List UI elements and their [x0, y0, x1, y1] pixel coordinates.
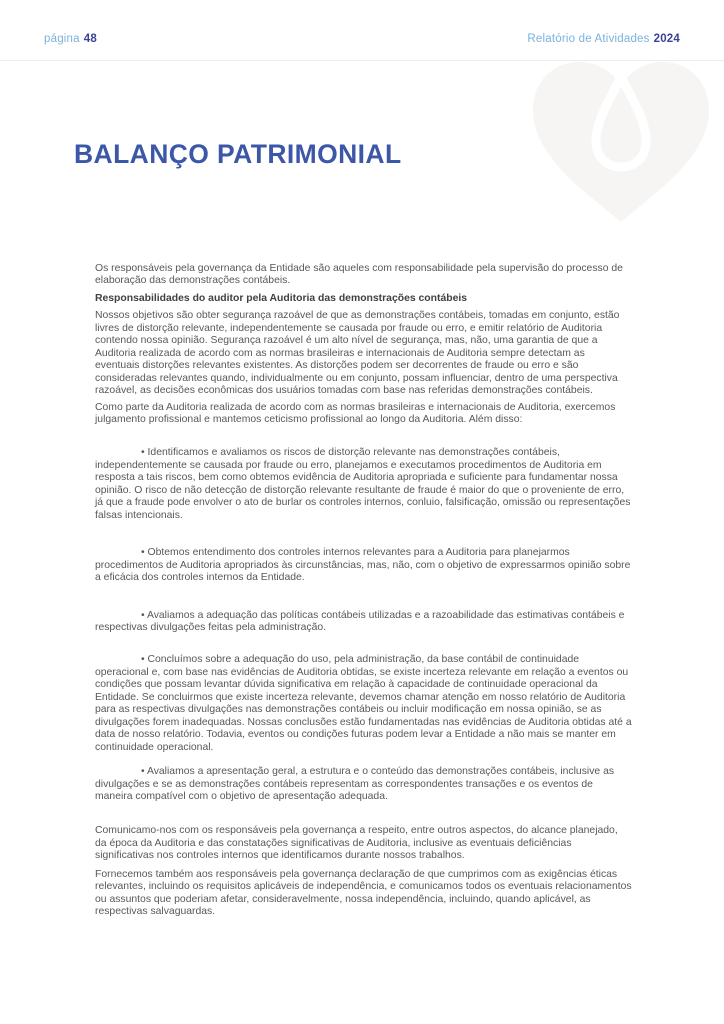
report-label-text: Relatório de Atividades [527, 33, 650, 45]
document-body [95, 263, 632, 919]
bullet-item: • Identificamos e avaliamos os riscos de distorção relevante nas demonstrações contábeis, independentemente se causada por fraude ou erro, planejamos e executamos procedimentos de Auditoria em resposta a tais riscos, bem como obtemos evidência de Auditoria apropriada e suficiente para fundamentar nossa opinião. O risco de não detecção de distorção relevante resultante de fraude é maior do que o proveniente de erro, já que a fraude pode envolver o ato de burlar os controles internos, conluio, falsificação, omissão ou representações falsas intencionais. [95, 447, 631, 521]
bullet-item: • Avaliamos a apresentação geral, a estrutura e o conteúdo das demonstrações contábeis, inclusive as divulgações e se as demonstrações contábeis representam as correspondentes transações e os eventos de maneira compatível com o objetivo de apresentação adequada. [95, 766, 615, 802]
page-number: 48 [83, 33, 97, 45]
page-header [44, 33, 680, 45]
bullet-item: • Avaliamos a adequação das políticas contábeis utilizadas e a razoabilidade das estimativas contábeis e respectivas divulgações feitas pela administração. [95, 609, 625, 633]
paragraph-intro: Os responsáveis pela governança da Entidade são aqueles com responsabilidade pela supervisão do processo de elaboração das demonstrações contábeis. [95, 263, 623, 287]
paragraph-judgment: Como parte da Auditoria realizada de acordo com as normas brasileiras e internacionais de Auditoria, exercemos julgamento profissional e mantemos ceticismo profissional ao longo da Auditoria. Além disso: [95, 401, 616, 425]
section-subheading: Responsabilidades do auditor pela Auditoria das demonstrações contábeis [95, 292, 468, 304]
page-title: BALANÇO PATRIMONIAL [74, 139, 402, 169]
page-number-label [44, 33, 97, 45]
header-divider [0, 60, 724, 61]
bullet-item: • Concluímos sobre a adequação do uso, pela administração, da base contábil de continuidade operacional e, com base nas evidências de Auditoria obtidas, se existe incerteza relevante em relação a eventos ou condições que possam levantar dúvida significativa em relação à capacidade de continuidade operacional da Entidade. Se concluirmos que existe incerteza relevante, devemos chamar atenção em nosso relatório de Auditoria para as respectivas divulgações nas demonstrações contábeis ou incluir modificação em nossa opinião, se as divulgações forem inadequadas. Nossas conclusões estão fundamentadas nas evidências de Auditoria obtidas até a data de nosso relatório. Todavia, eventos ou condições futuras podem levar a Entidade a não mais se manter em continuidade operacional. [95, 654, 632, 753]
report-year: 2024 [653, 33, 680, 45]
paragraph-communication: Comunicamo-nos com os responsáveis pela governança a respeito, entre outros aspectos, do alcance planejado, da época da Auditoria e das constatações significativas de Auditoria, inclusive as eventuais deficiências significativas nos controles internos que identificamos durante nossos trabalhos. [95, 825, 618, 862]
heart-drop-icon [533, 62, 709, 223]
report-title-label [527, 33, 680, 45]
bullet-item: • Obtemos entendimento dos controles internos relevantes para a Auditoria para planejarmos procedimentos de Auditoria apropriados às circunstâncias, mas, não, com o objetivo de expressarmos opinião sobre a eficácia dos controles internos da Entidade. [95, 547, 631, 584]
paragraph-declaration: Fornecemos também aos responsáveis pela governança declaração de que cumprimos com as exigências éticas relevantes, incluindo os requisitos aplicáveis de independência, e comunicamos todos os eventuais relacionamentos ou assuntos que poderiam afetar, consideravelmente, nossa independência, incluindo, quando aplicável, as respectivas salvaguardas. [95, 868, 632, 918]
page-label-text: página [44, 33, 80, 45]
paragraph-objectives: Nossos objetivos são obter segurança razoável de que as demonstrações contábeis, tomadas em conjunto, estão livres de distorção relevante, independentemente se causada por fraude ou erro, e emitir relatório de Auditoria contendo nossa opinião. Segurança razoável é um alto nível de segurança, mas, não, uma garantia de que a Auditoria realizada de acordo com as normas brasileiras e internacionais de Auditoria sempre detectam as eventuais distorções relevantes existentes. As distorções podem ser decorrentes de fraude ou erro e são consideradas relevantes quando, individualmente ou em conjunto, possam influenciar, dentro de uma perspectiva razoável, as decisões econômicas dos usuários tomadas com base nas referidas demonstrações contábeis. [95, 310, 620, 397]
